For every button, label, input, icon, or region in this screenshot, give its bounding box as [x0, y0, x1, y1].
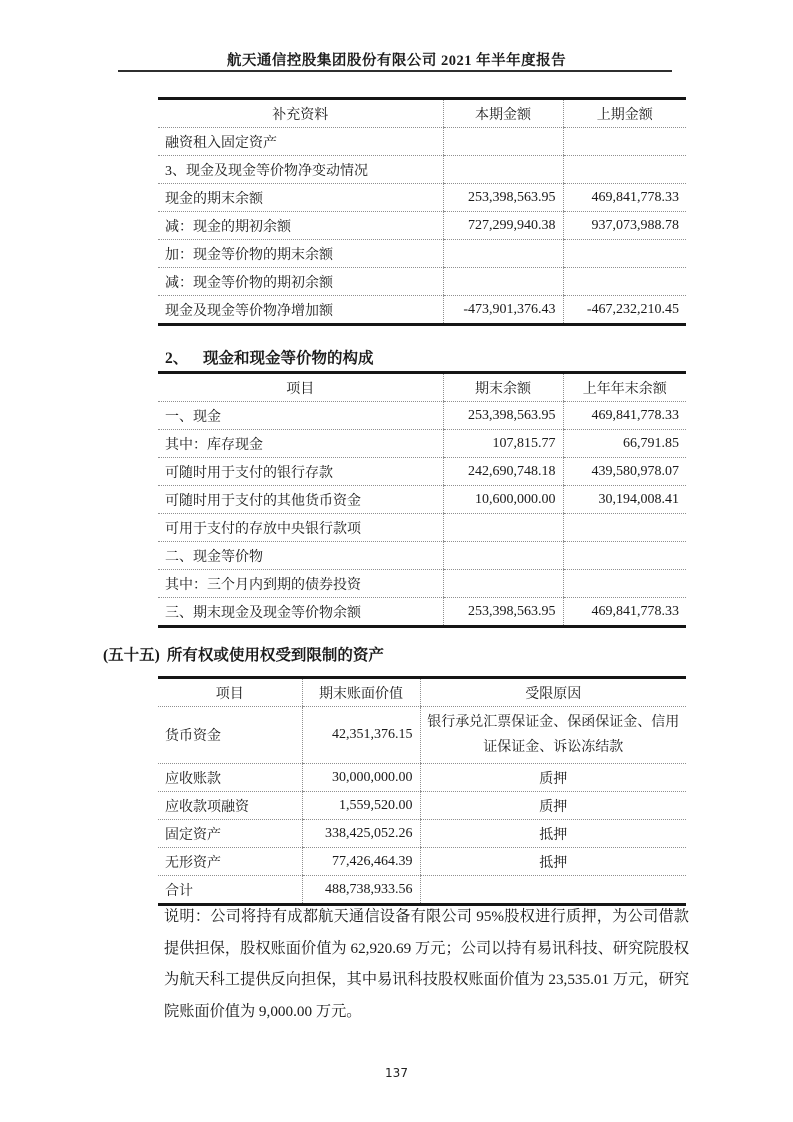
row-label: 其中：三个月内到期的债券投资	[158, 570, 443, 598]
restriction-reason: 抵押	[420, 820, 686, 848]
prior-amount	[563, 128, 686, 156]
row-label: 货币资金	[158, 707, 302, 764]
current-amount	[443, 240, 563, 268]
table-row	[158, 128, 686, 156]
table-row	[158, 820, 686, 848]
row-label: 其中：库存现金	[158, 430, 443, 458]
ending-balance	[443, 514, 563, 542]
table-row	[158, 848, 686, 876]
table-row	[158, 570, 686, 598]
ending-balance: 253,398,563.95	[443, 402, 563, 430]
row-label: 合计	[165, 883, 193, 899]
ending-balance	[443, 542, 563, 570]
prior-amount: 937,073,988.78	[563, 212, 686, 240]
ending-balance: 242,690,748.18	[443, 458, 563, 486]
row-label: 现金的期末余额	[158, 184, 443, 212]
restriction-reason: 银行承兑汇票保证金、保函保证金、信用证保证金、诉讼冻结款	[420, 707, 686, 764]
row-label: 应收账款	[158, 764, 302, 792]
current-amount	[443, 268, 563, 296]
column-header: 上期金额	[563, 99, 686, 128]
table-row	[158, 430, 686, 458]
table-header-row	[158, 678, 686, 707]
row-label: 一、现金	[158, 402, 443, 430]
table-row	[158, 542, 686, 570]
section-title: 所有权或使用权受到限制的资产	[166, 647, 384, 664]
prior-year-end-balance	[563, 542, 686, 570]
book-value: 30,000,000.00	[302, 764, 420, 792]
restricted-assets-table	[158, 676, 686, 906]
row-label: 三、期末现金及现金等价物余额	[165, 605, 361, 621]
prior-year-end-balance	[563, 514, 686, 542]
table-row	[158, 402, 686, 430]
cash-composition-table	[158, 371, 686, 628]
column-header: 本期金额	[443, 99, 563, 128]
ending-balance: 253,398,563.95	[443, 598, 563, 627]
book-value: 1,559,520.00	[302, 792, 420, 820]
prior-amount	[563, 156, 686, 184]
table-row	[158, 764, 686, 792]
prior-year-end-balance: 66,791.85	[563, 430, 686, 458]
table-row	[158, 458, 686, 486]
row-label: 可随时用于支付的其他货币资金	[158, 486, 443, 514]
restriction-reason: 质押	[420, 792, 686, 820]
prior-amount: 469,841,778.33	[563, 184, 686, 212]
restriction-reason: 质押	[420, 764, 686, 792]
row-label: 无形资产	[158, 848, 302, 876]
table-row	[158, 296, 686, 325]
header-rule	[118, 70, 672, 72]
prior-amount: -467,232,210.45	[563, 296, 686, 325]
row-label: 应收款项融资	[158, 792, 302, 820]
row-label: 可用于支付的存放中央银行款项	[158, 514, 443, 542]
row-label: 减：现金等价物的期初余额	[158, 268, 443, 296]
row-label: 二、现金等价物	[158, 542, 443, 570]
column-header: 补充资料	[158, 99, 443, 128]
current-amount: 727,299,940.38	[443, 212, 563, 240]
section-title: 现金和现金等价物的构成	[203, 350, 374, 367]
table-row	[158, 514, 686, 542]
prior-year-end-balance	[563, 570, 686, 598]
section-number: 2、	[165, 350, 189, 367]
table-row	[158, 156, 686, 184]
book-value: 42,351,376.15	[302, 707, 420, 764]
book-value: 338,425,052.26	[302, 820, 420, 848]
column-header: 上年年末余额	[563, 373, 686, 402]
table-row	[158, 268, 686, 296]
table-row	[158, 184, 686, 212]
row-label: 3、现金及现金等价物净变动情况	[158, 156, 443, 184]
table-header-row	[158, 99, 686, 128]
row-label: 现金及现金等价物净增加额	[165, 303, 333, 319]
table-row	[158, 486, 686, 514]
current-amount: -473,901,376.43	[443, 296, 563, 325]
table-row	[158, 598, 686, 627]
table-row	[158, 792, 686, 820]
section-heading-restricted-assets	[103, 643, 384, 665]
table-row	[158, 212, 686, 240]
prior-year-end-balance: 439,580,978.07	[563, 458, 686, 486]
ending-balance: 107,815.77	[443, 430, 563, 458]
column-header: 期末账面价值	[302, 678, 420, 707]
row-label: 固定资产	[158, 820, 302, 848]
table-row	[158, 240, 686, 268]
column-header: 期末余额	[443, 373, 563, 402]
ending-balance: 10,600,000.00	[443, 486, 563, 514]
page-number: 137	[385, 1066, 408, 1080]
prior-year-end-balance: 469,841,778.33	[563, 598, 686, 627]
page-header-title: 航天通信控股集团股份有限公司 2021 年半年度报告	[226, 53, 567, 69]
supplementary-cashflow-table	[158, 97, 686, 326]
table-header-row	[158, 373, 686, 402]
book-value: 488,738,933.56	[302, 876, 420, 905]
prior-amount	[563, 268, 686, 296]
column-header: 受限原因	[420, 678, 686, 707]
current-amount	[443, 156, 563, 184]
current-amount	[443, 128, 563, 156]
column-header: 项目	[158, 678, 302, 707]
row-label: 融资租入固定资产	[158, 128, 443, 156]
prior-year-end-balance: 469,841,778.33	[563, 402, 686, 430]
table-row	[158, 707, 686, 764]
ending-balance	[443, 570, 563, 598]
prior-year-end-balance: 30,194,008.41	[563, 486, 686, 514]
row-label: 加：现金等价物的期末余额	[158, 240, 443, 268]
section-heading-cash-composition	[165, 346, 374, 368]
column-header: 项目	[158, 373, 443, 402]
restriction-reason: 抵押	[420, 848, 686, 876]
note-paragraph: 说明：公司将持有成都航天通信设备有限公司 95%股权进行质押，为公司借款提供担保，股权账面价值为 62,920.69 万元；公司以持有易讯科技、研究院股权为航天科工提供反向担保，其中易讯科技股权账面价值为 23,535.01 万元，研究院账面价值为 9,000.00 万元。	[164, 908, 689, 1020]
book-value: 77,426,464.39	[302, 848, 420, 876]
prior-amount	[563, 240, 686, 268]
row-label: 减：现金的期初余额	[158, 212, 443, 240]
current-amount: 253,398,563.95	[443, 184, 563, 212]
section-number: (五十五)	[103, 647, 160, 664]
row-label: 可随时用于支付的银行存款	[158, 458, 443, 486]
